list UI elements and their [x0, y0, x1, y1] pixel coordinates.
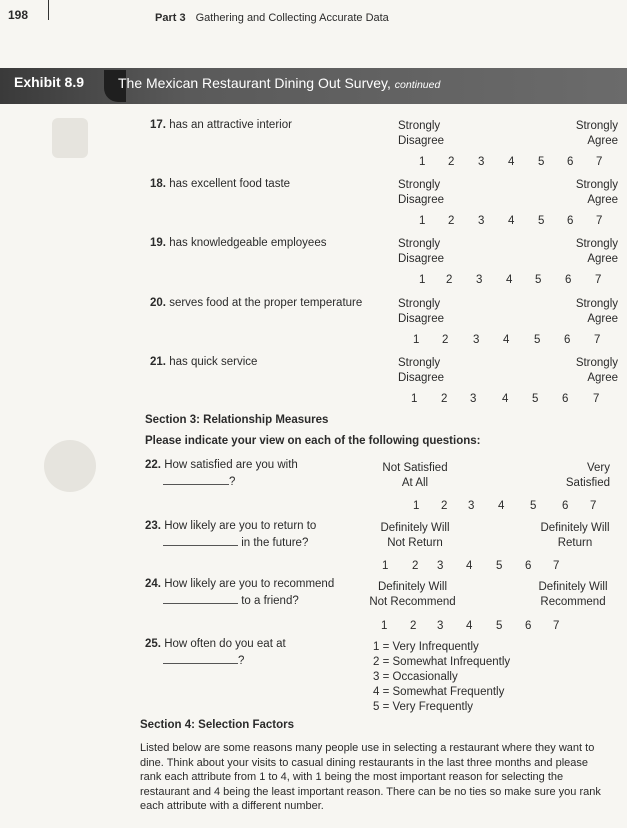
scale-anchor-left: [398, 237, 444, 267]
scale-point-4[interactable]: 4: [508, 215, 515, 227]
question-number: 19.: [150, 237, 166, 249]
exhibit-title-text: The Mexican Restaurant Dining Out Survey,: [118, 75, 391, 91]
anchor-line: Return: [557, 537, 593, 549]
anchor-line: Strongly: [575, 298, 618, 310]
scale-point-6[interactable]: 6: [567, 156, 574, 168]
question-text: How often do you eat at: [164, 638, 286, 650]
scale-point-4[interactable]: 4: [508, 156, 515, 168]
question-number: 22.: [145, 459, 161, 471]
scale-point-7[interactable]: 7: [595, 274, 602, 286]
scale-anchor-left: [398, 297, 444, 327]
scale-point-1[interactable]: 1: [419, 156, 426, 168]
scale-point-4[interactable]: 4: [466, 620, 473, 632]
question-text-end: ?: [238, 655, 245, 667]
question-number: 24.: [145, 578, 161, 590]
section-3-instruction: Please indicate your view on each of the following questions:: [145, 435, 481, 447]
chapter-title: Gathering and Collecting Accurate Data: [195, 12, 389, 24]
question-22-blank: [163, 474, 235, 488]
anchor-line: Definitely Will: [377, 581, 447, 593]
question-22: [145, 459, 298, 471]
question-text-end: in the future?: [241, 537, 309, 549]
scale-anchor-right: [540, 356, 618, 386]
question-25: [145, 638, 286, 650]
anchor-line: Disagree: [398, 135, 445, 147]
scale-anchor-right: [540, 297, 618, 327]
anchor-line: Disagree: [398, 253, 445, 265]
scale-point-5[interactable]: 5: [538, 215, 545, 227]
scale-point-5[interactable]: 5: [496, 560, 503, 572]
scale-anchor-right: [540, 237, 618, 267]
fill-blank: [163, 653, 238, 664]
scale-point-7[interactable]: 7: [596, 156, 603, 168]
anchor-line: Satisfied: [565, 477, 610, 489]
fill-blank: [163, 593, 238, 604]
anchor-line: Strongly: [575, 120, 618, 132]
question-text-end: ?: [229, 476, 236, 488]
scale-point-3[interactable]: 3: [470, 393, 477, 405]
scale-anchor-left: [365, 521, 465, 551]
scale-point-1[interactable]: 1: [413, 500, 420, 512]
anchor-line: Definitely Will: [380, 522, 450, 534]
scale-point-2[interactable]: 2: [441, 500, 448, 512]
scale-point-1[interactable]: 1: [382, 560, 389, 572]
question-25-blank: [163, 653, 244, 667]
frequency-option[interactable]: 5 = Very Frequently: [373, 701, 474, 713]
scale-point-7[interactable]: 7: [553, 620, 560, 632]
fill-blank: [163, 474, 229, 485]
scale-point-7[interactable]: 7: [596, 215, 603, 227]
question-number: 18.: [150, 178, 166, 190]
scale-point-4[interactable]: 4: [498, 500, 505, 512]
scale-anchor-left: [360, 580, 465, 610]
scale-point-7[interactable]: 7: [594, 334, 601, 346]
scale-point-6[interactable]: 6: [562, 500, 569, 512]
scale-point-2[interactable]: 2: [448, 215, 455, 227]
scale-point-7[interactable]: 7: [593, 393, 600, 405]
section-4-paragraph: Listed below are some reasons many people use in selecting a restaurant where they want to dine. Think about your visits to casual dining restaurants in the last three months and please rank each attribute from 1 to 4, with 1 being the most important reason for selecting the restaurant and 4 being the least important reason. There can be no ties so make sure you rank each attribute with a different number.: [140, 742, 601, 812]
anchor-line: Strongly: [575, 357, 618, 369]
section-4-heading: Section 4: Selection Factors: [140, 719, 295, 731]
frequency-options: [373, 640, 510, 715]
question-number: 17.: [150, 119, 166, 131]
scale-point-4[interactable]: 4: [466, 560, 473, 572]
anchor-line: Not Satisfied: [382, 462, 448, 474]
anchor-line: Disagree: [398, 313, 445, 325]
scale-point-7[interactable]: 7: [553, 560, 560, 572]
anchor-line: Agree: [587, 372, 618, 384]
background-smudge: [44, 440, 96, 492]
scale-point-6[interactable]: 6: [562, 393, 569, 405]
anchor-line: At All: [401, 477, 429, 489]
anchor-line: Not Return: [387, 537, 443, 549]
scale-point-4[interactable]: 4: [506, 274, 513, 286]
scale-anchor-right: [528, 580, 618, 610]
question-24-blank: [163, 593, 299, 607]
anchor-line: Strongly: [398, 357, 441, 369]
question-text: serves food at the proper temperature: [169, 297, 363, 309]
scale-point-2[interactable]: 2: [448, 156, 455, 168]
frequency-option[interactable]: 4 = Somewhat Frequently: [373, 686, 505, 698]
scale-point-1[interactable]: 1: [413, 334, 420, 346]
page-number: 198: [8, 8, 29, 22]
anchor-line: Agree: [587, 135, 618, 147]
scale-anchor-left: [398, 356, 444, 386]
scale-anchor-left: [370, 461, 460, 491]
anchor-line: Definitely Will: [540, 522, 610, 534]
frequency-option[interactable]: 1 = Very Infrequently: [373, 641, 479, 653]
question-23-blank: [163, 535, 308, 549]
question-number: 20.: [150, 297, 166, 309]
anchor-line: Definitely Will: [538, 581, 608, 593]
scale-anchor-right: [540, 119, 618, 149]
anchor-line: Strongly: [398, 120, 441, 132]
anchor-line: Strongly: [398, 298, 441, 310]
fill-blank: [163, 535, 238, 546]
question-text: How likely are you to recommend: [164, 578, 335, 590]
question-number: 25.: [145, 638, 161, 650]
question-text: has knowledgeable employees: [169, 237, 327, 249]
scale-point-5[interactable]: 5: [535, 274, 542, 286]
question-text: has quick service: [169, 356, 258, 368]
question-text: How satisfied are you with: [164, 459, 298, 471]
question-number: 21.: [150, 356, 166, 368]
anchor-line: Agree: [587, 194, 618, 206]
question-18: [150, 178, 290, 190]
running-header: [155, 12, 389, 24]
question-text: has excellent food taste: [169, 178, 291, 190]
scale-point-3[interactable]: 3: [476, 274, 483, 286]
scale-point-3[interactable]: 3: [478, 215, 485, 227]
anchor-line: Strongly: [575, 238, 618, 250]
scale-anchor-left: [398, 119, 444, 149]
anchor-line: Agree: [587, 253, 618, 265]
scale-point-5[interactable]: 5: [532, 393, 539, 405]
anchor-line: Strongly: [575, 179, 618, 191]
scale-point-5[interactable]: 5: [534, 334, 541, 346]
scale-point-2[interactable]: 2: [412, 560, 419, 572]
header-divider: [48, 0, 49, 20]
scale-point-3[interactable]: 3: [473, 334, 480, 346]
anchor-line: Very: [586, 462, 610, 474]
scale-point-7[interactable]: 7: [590, 500, 597, 512]
scale-anchor-right: [540, 461, 610, 491]
question-19: [150, 237, 326, 249]
question-number: 23.: [145, 520, 161, 532]
anchor-line: Disagree: [398, 194, 445, 206]
scale-point-6[interactable]: 6: [564, 334, 571, 346]
scale-point-2[interactable]: 2: [442, 334, 449, 346]
section-3-heading: Section 3: Relationship Measures: [145, 414, 329, 426]
scale-point-1[interactable]: 1: [411, 393, 418, 405]
scale-point-2[interactable]: 2: [441, 393, 448, 405]
exhibit-label: Exhibit 8.9: [14, 74, 85, 90]
scale-point-6[interactable]: 6: [567, 215, 574, 227]
scale-point-4[interactable]: 4: [503, 334, 510, 346]
background-smudge: [52, 118, 88, 158]
scale-point-3[interactable]: 3: [437, 620, 444, 632]
anchor-line: Recommend: [540, 596, 606, 608]
scale-point-1[interactable]: 1: [381, 620, 388, 632]
scale-anchor-left: [398, 178, 444, 208]
anchor-line: Strongly: [398, 179, 441, 191]
scale-point-5[interactable]: 5: [538, 156, 545, 168]
scale-point-3[interactable]: 3: [437, 560, 444, 572]
question-text: How likely are you to return to: [164, 520, 317, 532]
scale-point-5[interactable]: 5: [496, 620, 503, 632]
part-label: Part 3: [155, 12, 186, 24]
scale-anchor-right: [530, 521, 620, 551]
anchor-line: Disagree: [398, 372, 445, 384]
question-20: [150, 297, 362, 309]
scale-point-2[interactable]: 2: [446, 274, 453, 286]
scale-point-5[interactable]: 5: [530, 500, 537, 512]
question-text: has an attractive interior: [169, 119, 292, 131]
scale-anchor-right: [540, 178, 618, 208]
scale-point-1[interactable]: 1: [419, 274, 426, 286]
anchor-line: Not Recommend: [369, 596, 456, 608]
question-17: [150, 119, 292, 131]
question-23: [145, 520, 316, 532]
scale-point-2[interactable]: 2: [410, 620, 417, 632]
scale-point-3[interactable]: 3: [468, 500, 475, 512]
anchor-line: Agree: [587, 313, 618, 325]
question-text-end: to a friend?: [241, 595, 299, 607]
scale-point-3[interactable]: 3: [478, 156, 485, 168]
scale-point-6[interactable]: 6: [565, 274, 572, 286]
frequency-option[interactable]: 2 = Somewhat Infrequently: [373, 656, 511, 668]
scale-point-6[interactable]: 6: [525, 620, 532, 632]
frequency-option[interactable]: 3 = Occasionally: [373, 671, 458, 683]
exhibit-title-suffix: continued: [394, 79, 441, 91]
exhibit-title: [118, 75, 440, 91]
scale-point-6[interactable]: 6: [525, 560, 532, 572]
question-24: [145, 578, 334, 590]
scale-point-1[interactable]: 1: [419, 215, 426, 227]
question-21: [150, 356, 257, 368]
anchor-line: Strongly: [398, 238, 441, 250]
scale-point-4[interactable]: 4: [502, 393, 509, 405]
